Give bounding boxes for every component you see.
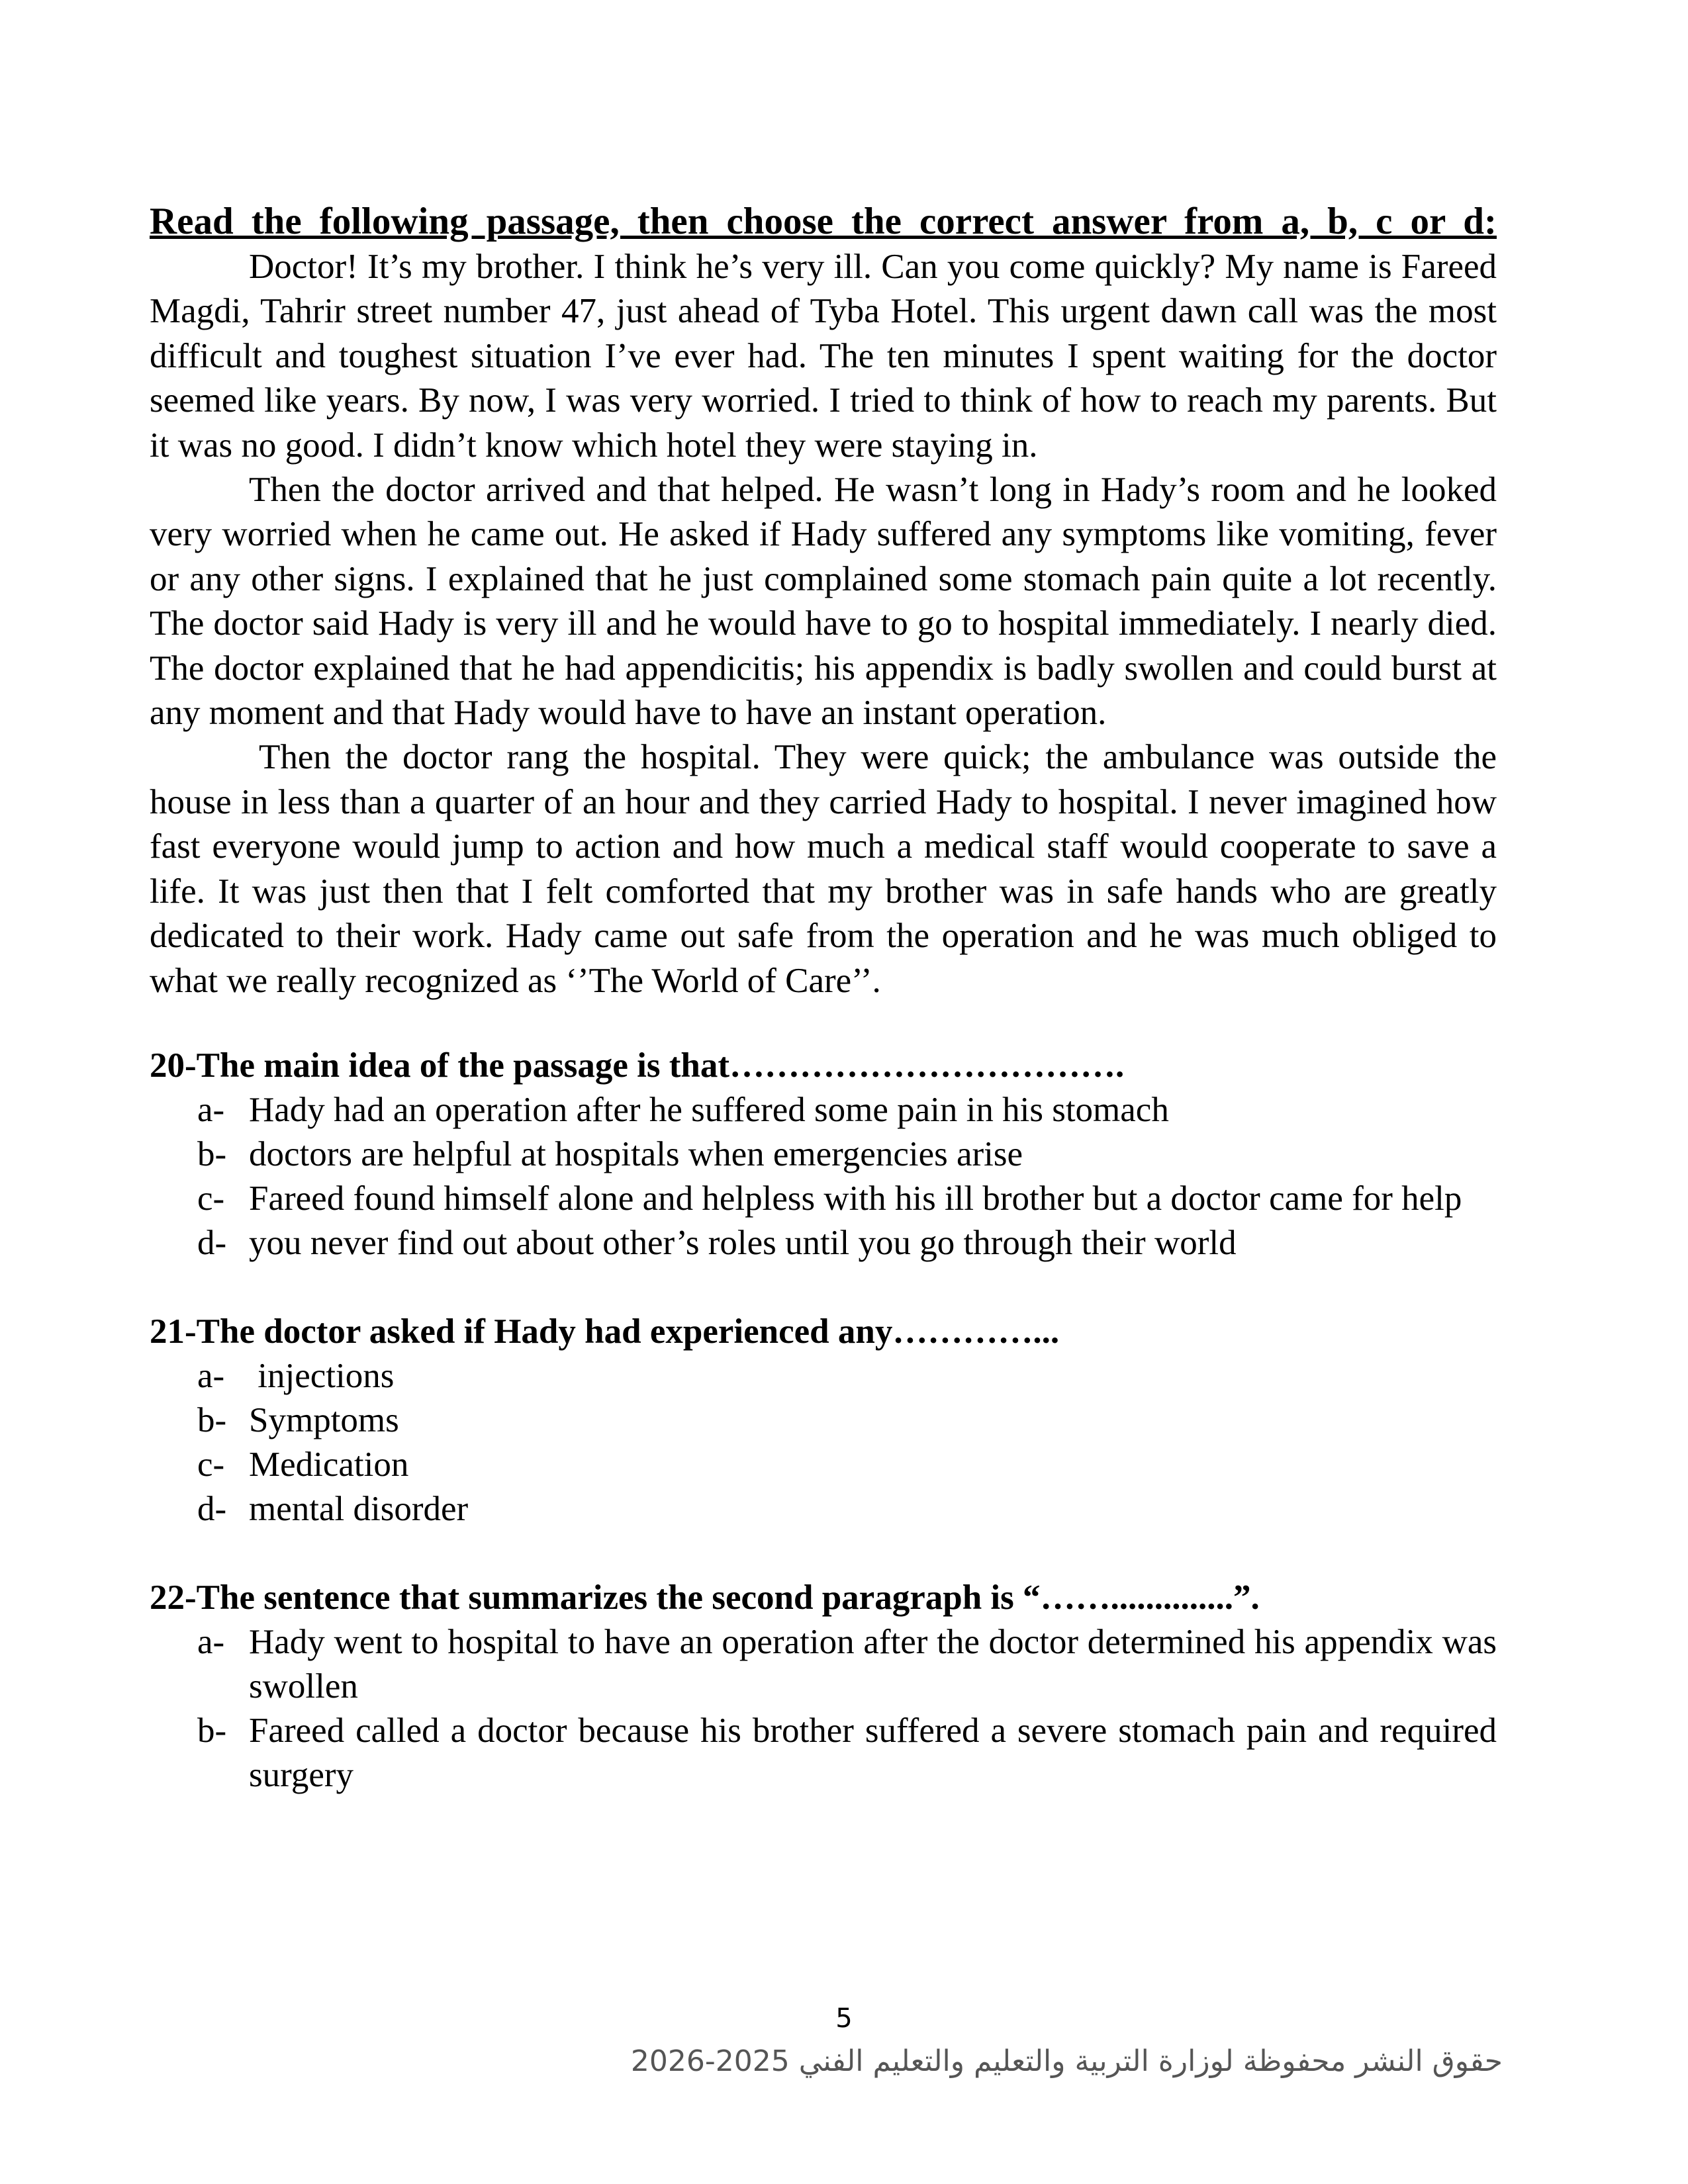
- passage-paragraph-1: Doctor! It’s my brother. I think he’s very ill. Can you come quickly? My name is Fareed Magdi, Tahrir street number 47, just ahead of Tyba Hotel. This urgent dawn call was the most difficult and toughest situation I’ve ever had. The ten minutes I spent waiting for the doctor seemed like years. By now, I was very worried. I tried to think of how to reach my parents. But it was no good. I didn’t know which hotel they were staying in.: [150, 248, 1497, 465]
- option-text: mental disorder: [249, 1489, 469, 1528]
- answer-options: [150, 1354, 1497, 1531]
- option-text: Symptoms: [249, 1400, 399, 1439]
- passage-paragraph-2: Then the doctor arrived and that helped. He wasn’t long in Hady’s room and he looked very worried when he came out. He asked if Hady suffered any symptoms like vomiting, fever or any other signs. I explained that he just complained some stomach pain quite a lot recently. The doctor said Hady is very ill and he would have to go to hospital immediately. I nearly died. The doctor explained that he had appendicitis; his appendix is badly swollen and could burst at any moment and that Hady would have to have an instant operation.: [150, 471, 1497, 733]
- question-prompt: 21-The doctor asked if Hady had experienced any…………...: [150, 1312, 1060, 1351]
- option-text: doctors are helpful at hospitals when emergencies arise: [249, 1134, 1023, 1173]
- answer-option[interactable]: [150, 1487, 1497, 1531]
- answer-option[interactable]: [150, 1398, 1497, 1443]
- option-text: Hady went to hospital to have an operation after the doctor determined his appendix was swollen: [249, 1622, 1497, 1706]
- option-letter: b-: [197, 1400, 227, 1439]
- answer-options: [150, 1620, 1497, 1797]
- answer-option[interactable]: [150, 1354, 1497, 1398]
- copyright-notice: حقوق النشر محفوظة لوزارة التربية والتعليم والتعليم الفني 2025-2026: [630, 2044, 1503, 2078]
- option-letter: c-: [197, 1179, 225, 1218]
- answer-option[interactable]: [150, 1088, 1497, 1132]
- page-number: 5: [835, 2003, 853, 2034]
- option-text: you never find out about other’s roles until you go through their world: [249, 1223, 1237, 1262]
- worksheet-page: [150, 199, 1497, 1797]
- question-21: [150, 1310, 1497, 1531]
- answer-option[interactable]: [150, 1221, 1497, 1265]
- option-letter: b-: [197, 1134, 227, 1173]
- option-letter: a-: [197, 1090, 225, 1129]
- option-letter: c-: [197, 1445, 225, 1484]
- option-text: Hady had an operation after he suffered some pain in his stomach: [249, 1090, 1169, 1129]
- answer-option[interactable]: [150, 1177, 1497, 1221]
- question-prompt: 20-The main idea of the passage is that…………………………….: [150, 1046, 1125, 1085]
- option-letter: b-: [197, 1711, 227, 1750]
- option-text: Fareed found himself alone and helpless with his ill brother but a doctor came for help: [249, 1179, 1462, 1218]
- option-letter: a-: [197, 1356, 225, 1395]
- option-text: Fareed called a doctor because his brother suffered a severe stomach pain and required surgery: [249, 1711, 1497, 1794]
- instructions-heading: Read the following passage, then choose the correct answer from a, b, c or d:: [150, 201, 1497, 242]
- option-letter: d-: [197, 1223, 227, 1262]
- reading-passage: [150, 245, 1497, 1003]
- answer-option[interactable]: [150, 1620, 1497, 1709]
- passage-paragraph-3: Then the doctor rang the hospital. They were quick; the ambulance was outside the house in less than a quarter of an hour and they carried Hady to hospital. I never imagined how fast everyone would jump to action and how much a medical staff would cooperate to save a life. It was just then that I felt comforted that my brother was in safe hands who are greatly dedicated to their work. Hady came out safe from the operation and he was much obliged to what we really recognized as ‘’The World of Care’’.: [150, 738, 1497, 1000]
- answer-options: [150, 1088, 1497, 1265]
- option-text: Medication: [249, 1445, 409, 1484]
- answer-option[interactable]: [150, 1132, 1497, 1177]
- question-20: [150, 1044, 1497, 1265]
- question-prompt: 22-The sentence that summarizes the second paragraph is “……..............”.: [150, 1578, 1260, 1617]
- option-letter: d-: [197, 1489, 227, 1528]
- answer-option[interactable]: [150, 1709, 1497, 1797]
- option-text: injections: [249, 1356, 395, 1395]
- question-22: [150, 1576, 1497, 1797]
- option-letter: a-: [197, 1622, 225, 1661]
- answer-option[interactable]: [150, 1443, 1497, 1487]
